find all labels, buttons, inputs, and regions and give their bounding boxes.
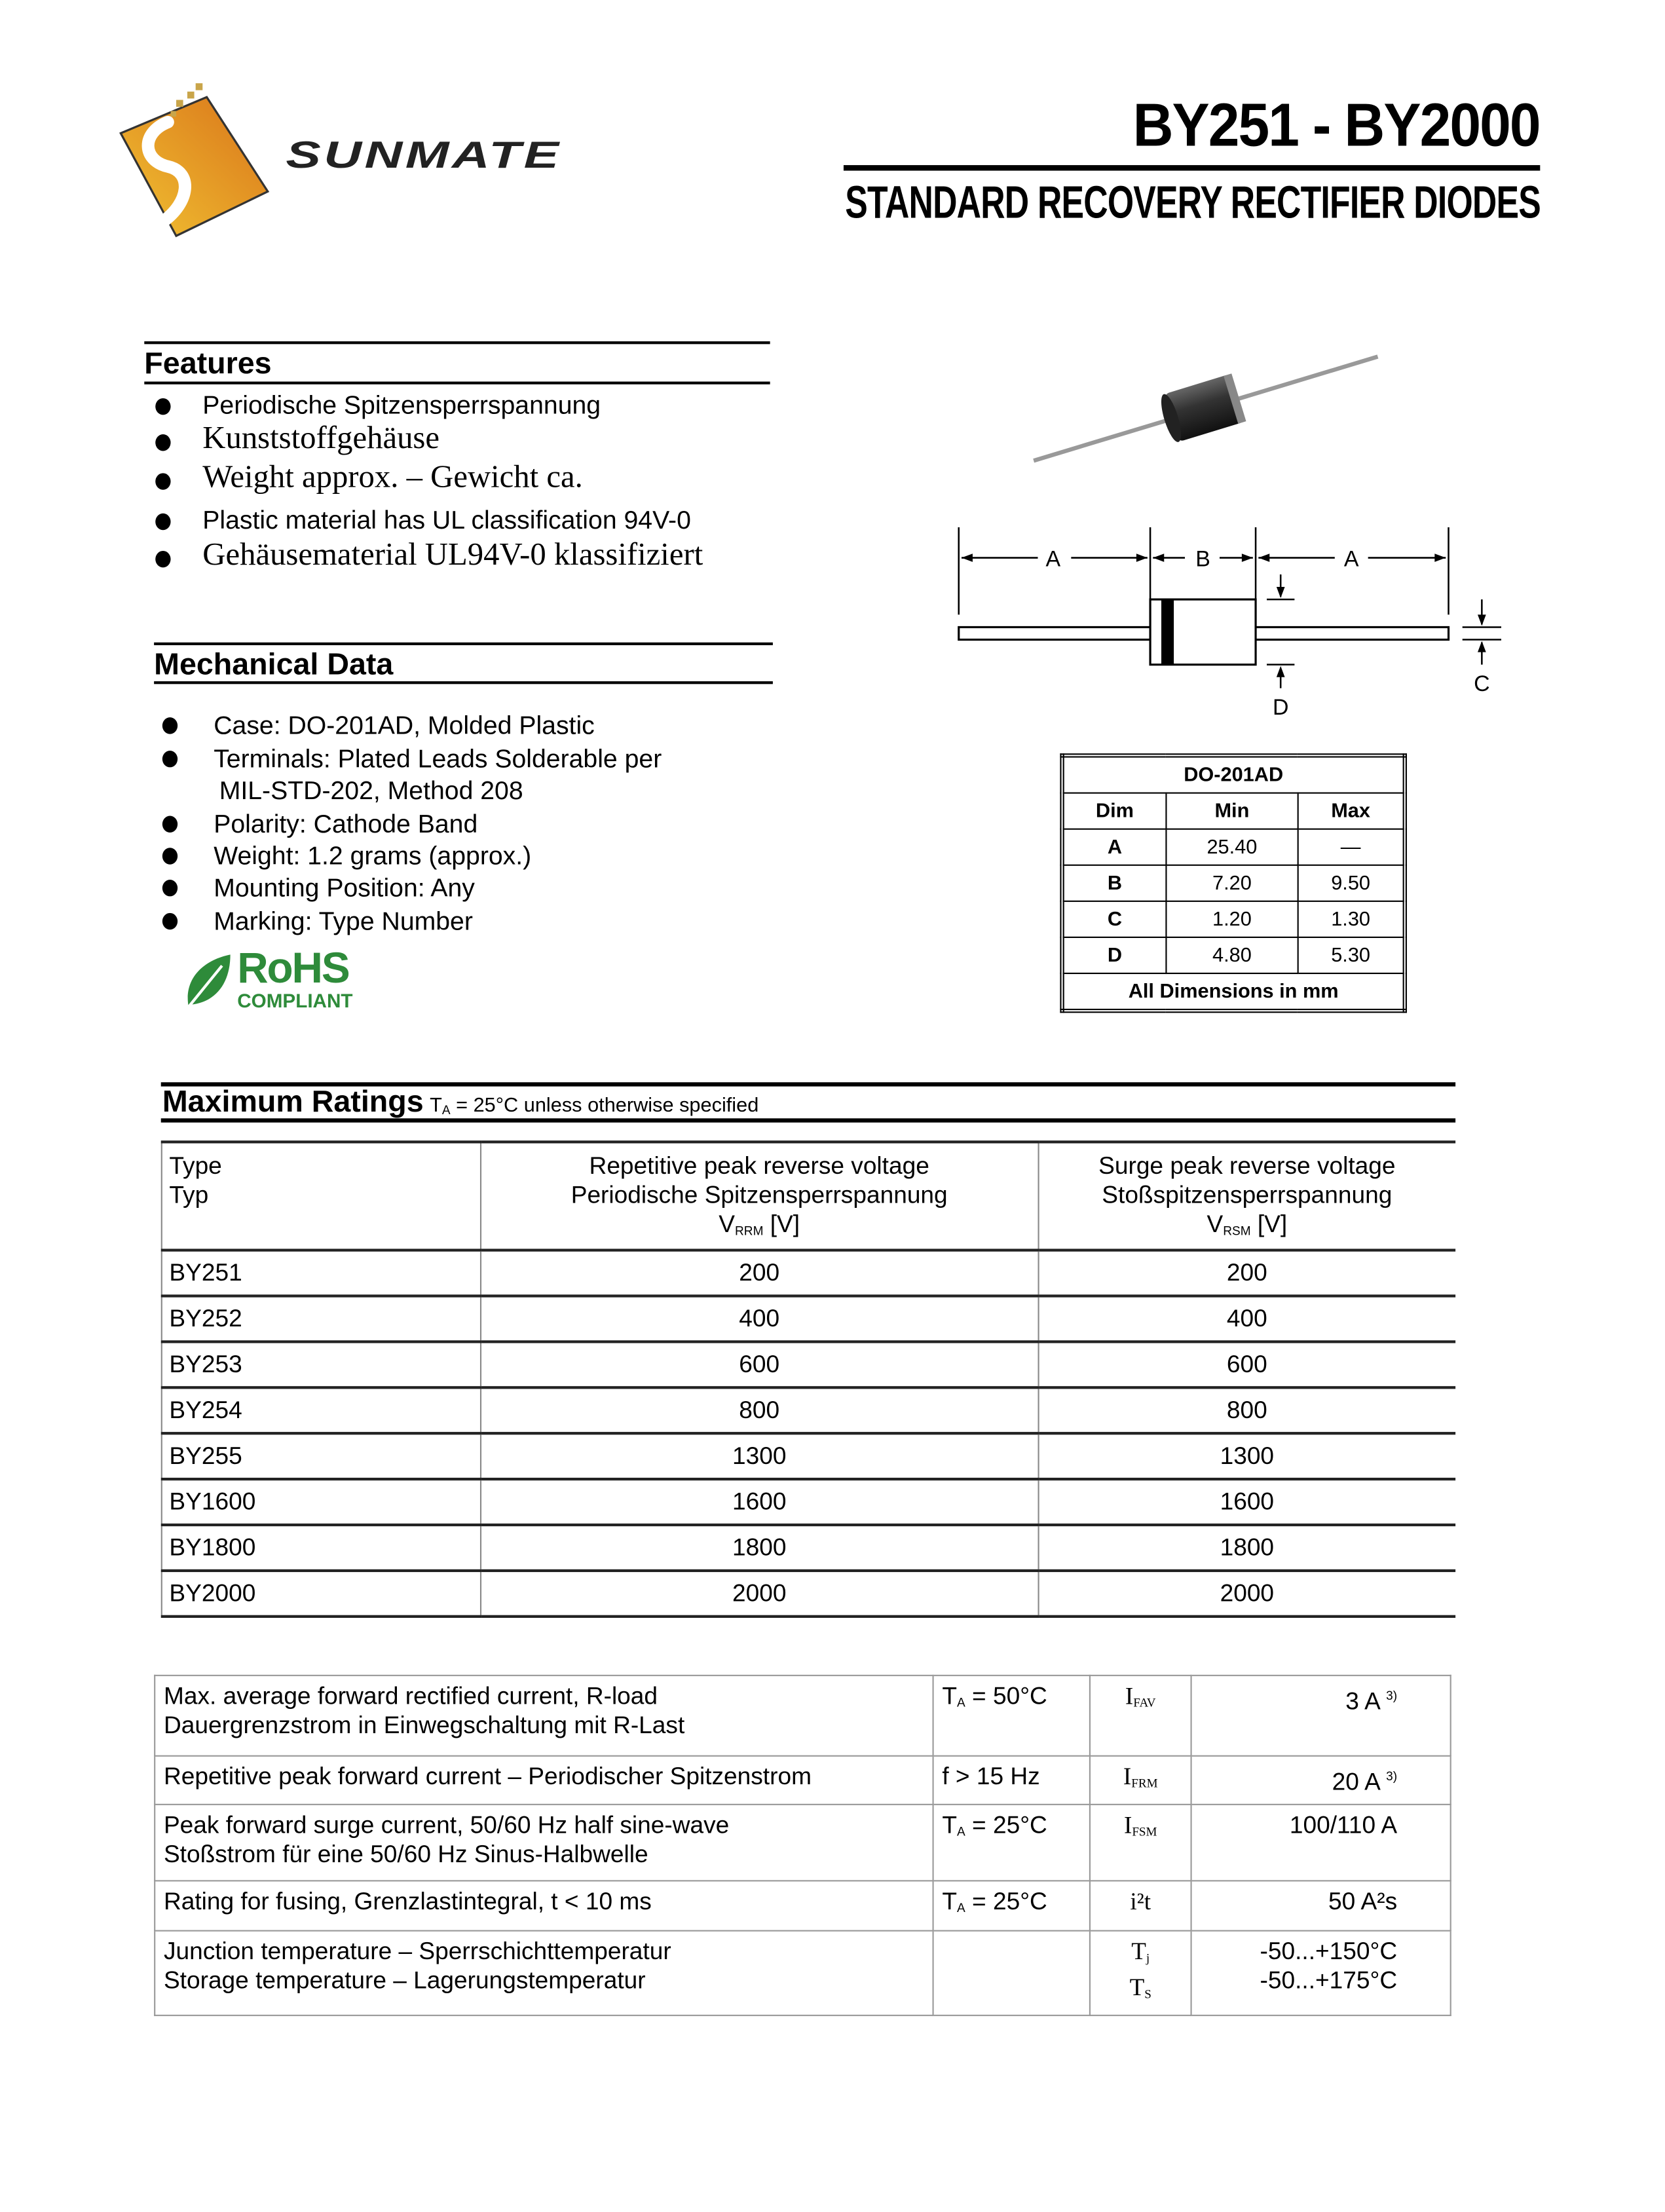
rating-symbol: [1090, 1931, 1191, 2015]
symbol-line: [1099, 1973, 1182, 2009]
feature-text: Plastic material has UL classification 94V-0: [202, 505, 691, 534]
type-cell: BY251: [162, 1250, 481, 1296]
value: 50 A²s: [1328, 1886, 1398, 1915]
condition-sub: A: [956, 1695, 965, 1710]
type-cell: BY255: [162, 1433, 481, 1479]
voltage-cell: 1300: [1038, 1433, 1456, 1479]
mechanical-text-continued: MIL-STD-202, Method 208: [219, 776, 523, 805]
value-line: [1200, 1810, 1397, 1839]
header-line-de: Typ: [169, 1180, 209, 1209]
dim-table-cell: 1.30: [1298, 901, 1405, 937]
voltage-cell: 1800: [481, 1525, 1038, 1571]
ratings-header-cell: [162, 1142, 481, 1250]
dim-table-row: [1062, 865, 1405, 901]
rating-symbol: [1090, 1881, 1191, 1930]
further-rating-row: [155, 1805, 1450, 1881]
ratings-row: [162, 1296, 1455, 1341]
rating-value: [1191, 1931, 1451, 2015]
voltage-cell: 600: [481, 1341, 1038, 1387]
rating-symbol: [1090, 1756, 1191, 1805]
dimension-table: [1060, 753, 1407, 1013]
rating-description: [155, 1805, 933, 1881]
value: 100/110 A: [1289, 1810, 1398, 1839]
symbol: T: [1131, 1937, 1146, 1965]
value-line: [1200, 1937, 1397, 1966]
description-en: Repetitive peak forward current – Periodischer Spitzenstrom: [163, 1762, 812, 1790]
rating-description: [155, 1756, 933, 1805]
ratings-heading-row: [162, 1083, 758, 1119]
value: -50...+150°C: [1260, 1937, 1398, 1965]
type-cell: BY254: [162, 1387, 481, 1433]
voltage-cell: 1600: [1038, 1479, 1456, 1525]
dim-table-cell: C: [1062, 901, 1167, 937]
dim-label-b: B: [1195, 546, 1210, 572]
description-de: Stoßstrom für eine 50/60 Hz Sinus-Halbwelle: [163, 1839, 648, 1868]
voltage-cell: 800: [481, 1387, 1038, 1433]
dim-label-c: C: [1474, 671, 1490, 696]
rating-description: [155, 1881, 933, 1930]
symbol: T: [1129, 1973, 1145, 2001]
symbol: I: [1123, 1762, 1132, 1790]
dim-table-cell: 4.80: [1166, 937, 1298, 973]
voltage-cell: 2000: [481, 1571, 1038, 1617]
type-cell: BY252: [162, 1296, 481, 1341]
bullet-icon: [155, 473, 170, 489]
symbol-sub: RSM: [1223, 1224, 1251, 1238]
bullet-icon: [162, 913, 178, 929]
ratings-row: [162, 1479, 1455, 1525]
mechanical-text: Weight: 1.2 grams (approx.): [214, 840, 532, 871]
symbol-sub: RRM: [735, 1224, 764, 1238]
dim-table-cell: 9.50: [1298, 865, 1405, 901]
footnote-ref: 3): [1386, 1769, 1398, 1784]
symbol-line: [1099, 1681, 1182, 1717]
unit: [V]: [763, 1210, 800, 1238]
dim-table-cell: 25.40: [1166, 829, 1298, 865]
dim-table-header: Dim: [1062, 793, 1167, 829]
feature-text: Kunststoffgehäuse: [202, 420, 440, 455]
rating-symbol: [1090, 1676, 1191, 1756]
bullet-icon: [162, 717, 178, 734]
bullet-icon: [155, 551, 170, 567]
ratings-row: [162, 1433, 1455, 1479]
dim-label-a-left: A: [1045, 546, 1061, 572]
feature-text: Periodische Spitzensperrspannung: [202, 390, 601, 419]
value-line-2: -50...+175°C: [1260, 1966, 1398, 1994]
bullet-icon: [162, 751, 178, 767]
symbol-line: [1099, 1887, 1182, 1916]
dim-table-cell: 5.30: [1298, 937, 1405, 973]
rating-condition: [933, 1931, 1090, 2015]
bullet-icon: [162, 848, 178, 864]
rating-symbol: [1090, 1805, 1191, 1881]
rohs-compliant-label: COMPLIANT: [237, 989, 353, 1012]
dim-table-row: [1062, 901, 1405, 937]
bullet-icon: [162, 880, 178, 896]
voltage-cell: 1800: [1038, 1525, 1456, 1571]
condition-value: = 25°C: [965, 1886, 1047, 1915]
ratings-bottom-rule: [161, 1118, 1455, 1122]
rating-value: [1191, 1756, 1451, 1805]
further-rating-row: [155, 1881, 1450, 1930]
mechanical-text: Terminals: Plated Leads Solderable per: [214, 743, 662, 773]
dim-table-header: Min: [1166, 793, 1298, 829]
voltage-cell: 600: [1038, 1341, 1456, 1387]
features-top-rule: [144, 341, 770, 344]
dim-table-header: Max: [1298, 793, 1405, 829]
ratings-header-cell: [1038, 1142, 1456, 1250]
voltage-cell: 2000: [1038, 1571, 1456, 1617]
max-ratings-table: [161, 1140, 1455, 1618]
header-symbol: [489, 1210, 1030, 1246]
symbol-line: [1099, 1810, 1182, 1846]
mechanical-top-rule: [154, 643, 773, 645]
rating-description: [155, 1931, 933, 2015]
symbol-sub: FRM: [1131, 1776, 1158, 1790]
symbol: i²t: [1130, 1886, 1151, 1915]
dim-label-a-right: A: [1343, 546, 1359, 572]
rohs-label: RoHS: [237, 943, 349, 992]
rating-value: [1191, 1676, 1451, 1756]
symbol: I: [1123, 1810, 1132, 1839]
page-title: BY251 - BY2000: [1133, 91, 1541, 160]
bullet-icon: [155, 434, 170, 451]
bullet-icon: [155, 514, 170, 530]
ratings-heading: Maximum Ratings: [162, 1083, 424, 1119]
dim-table-cell: —: [1298, 829, 1405, 865]
value-line: [1200, 1681, 1397, 1716]
symbol: V: [1207, 1210, 1224, 1238]
feature-text: Weight approx. – Gewicht ca.: [202, 459, 583, 495]
features-heading: Features: [144, 345, 272, 381]
condition-symbol: T: [942, 1681, 957, 1710]
mechanical-text: Case: DO-201AD, Molded Plastic: [214, 710, 595, 740]
value: 3 A: [1345, 1687, 1379, 1715]
value-line: [1200, 1762, 1397, 1797]
condition-sub: A: [956, 1824, 965, 1839]
symbol-sub: FSM: [1132, 1824, 1157, 1839]
further-rating-row: [155, 1676, 1450, 1756]
mechanical-bottom-rule: [154, 681, 773, 684]
ratings-cond-symbol: T: [430, 1095, 442, 1117]
footnote-ref: 3): [1386, 1688, 1398, 1703]
mechanical-text: Polarity: Cathode Band: [214, 808, 478, 838]
features-bottom-rule: [144, 382, 770, 384]
diode-photo: [1027, 347, 1388, 472]
ratings-row: [162, 1341, 1455, 1387]
ratings-row: [162, 1525, 1455, 1571]
bullet-icon: [162, 816, 178, 833]
symbol-sub: j: [1146, 1951, 1150, 1965]
dim-table-title: DO-201AD: [1062, 755, 1405, 793]
voltage-cell: 400: [1038, 1296, 1456, 1341]
rating-condition: [933, 1881, 1090, 1930]
dim-label-d: D: [1272, 694, 1289, 720]
further-rating-row: [155, 1756, 1450, 1805]
ratings-header-cell: [481, 1142, 1038, 1250]
voltage-cell: 1600: [481, 1479, 1038, 1525]
further-rating-row: [155, 1931, 1450, 2015]
rating-description: [155, 1676, 933, 1756]
value: 20 A: [1332, 1767, 1379, 1796]
dim-table-row: [1062, 829, 1405, 865]
symbol-sub: FAV: [1133, 1695, 1156, 1710]
dimension-drawing: [952, 521, 1506, 722]
sunmate-logo-icon: [115, 81, 275, 244]
type-cell: BY1600: [162, 1479, 481, 1525]
voltage-cell: 200: [481, 1250, 1038, 1296]
dim-table-row: [1062, 937, 1405, 973]
symbol-sub: S: [1144, 1987, 1151, 2001]
symbol-line: [1099, 1937, 1182, 1973]
voltage-cell: 200: [1038, 1250, 1456, 1296]
voltage-cell: 1300: [481, 1433, 1038, 1479]
type-cell: BY1800: [162, 1525, 481, 1571]
ratings-header-row: [162, 1142, 1455, 1250]
dim-table-cell: A: [1062, 829, 1167, 865]
description-de: Storage temperature – Lagerungstemperatur: [163, 1966, 646, 1994]
title-divider: [844, 165, 1540, 170]
condition-value: = 50°C: [965, 1681, 1047, 1710]
mechanical-heading: Mechanical Data: [154, 647, 394, 682]
description-de: Dauergrenzstrom in Einwegschaltung mit R-Last: [163, 1710, 685, 1739]
voltage-cell: 400: [481, 1296, 1038, 1341]
dim-table-cell: B: [1062, 865, 1167, 901]
symbol-line: [1099, 1762, 1182, 1798]
voltage-cell: 800: [1038, 1387, 1456, 1433]
header-line-de: Periodische Spitzensperrspannung: [571, 1180, 948, 1209]
dim-table-footer: All Dimensions in mm: [1062, 973, 1405, 1011]
ratings-row: [162, 1250, 1455, 1296]
description-en: Junction temperature – Sperrschichttemperatur: [163, 1937, 671, 1965]
symbol: V: [719, 1210, 736, 1238]
header-line-en: Surge peak reverse voltage: [1098, 1152, 1396, 1180]
bullet-icon: [155, 398, 170, 415]
type-cell: BY2000: [162, 1571, 481, 1617]
symbol: I: [1125, 1681, 1134, 1710]
ratings-condition: = 25°C unless otherwise specified: [450, 1095, 759, 1117]
condition-symbol: T: [942, 1810, 957, 1839]
mechanical-text: Marking: Type Number: [214, 906, 473, 935]
condition-value: = 25°C: [965, 1810, 1047, 1839]
description-en: Peak forward surge current, 50/60 Hz half sine-wave: [163, 1810, 730, 1839]
dim-table-footer-row: [1062, 973, 1405, 1011]
dim-table-cell: D: [1062, 937, 1167, 973]
rating-condition: [933, 1756, 1090, 1805]
rating-value: [1191, 1881, 1451, 1930]
condition-symbol: T: [942, 1886, 957, 1915]
page-subtitle: STANDARD RECOVERY RECTIFIER DIODES: [844, 176, 1541, 228]
ratings-cond-sub: A: [441, 1103, 451, 1117]
header-line-en: Repetitive peak reverse voltage: [589, 1152, 929, 1180]
dim-table-cell: 7.20: [1166, 865, 1298, 901]
rating-condition: [933, 1676, 1090, 1756]
description-en: Max. average forward rectified current, R-load: [163, 1681, 658, 1710]
ratings-row: [162, 1571, 1455, 1617]
type-cell: BY253: [162, 1341, 481, 1387]
feature-text: Gehäusematerial UL94V-0 klassifiziert: [202, 536, 703, 572]
rating-condition: [933, 1805, 1090, 1881]
mechanical-text: Mounting Position: Any: [214, 872, 475, 902]
header-line-en: Type: [169, 1152, 222, 1180]
condition-sub: A: [956, 1901, 965, 1915]
brand-name: SUNMATE: [286, 133, 562, 176]
header-symbol: [1045, 1210, 1448, 1246]
further-ratings-table: [154, 1675, 1451, 2016]
ratings-row: [162, 1387, 1455, 1433]
description-en: Rating for fusing, Grenzlastintegral, t < 10 ms: [163, 1886, 652, 1915]
value-line: [1200, 1887, 1397, 1916]
condition-symbol: f > 15 Hz: [942, 1762, 1040, 1790]
dim-table-cell: 1.20: [1166, 901, 1298, 937]
rating-value: [1191, 1805, 1451, 1881]
header-line-de: Stoßspitzensperrspannung: [1102, 1180, 1393, 1209]
unit: [V]: [1250, 1210, 1288, 1238]
rohs-leaf-icon: [180, 952, 236, 1013]
